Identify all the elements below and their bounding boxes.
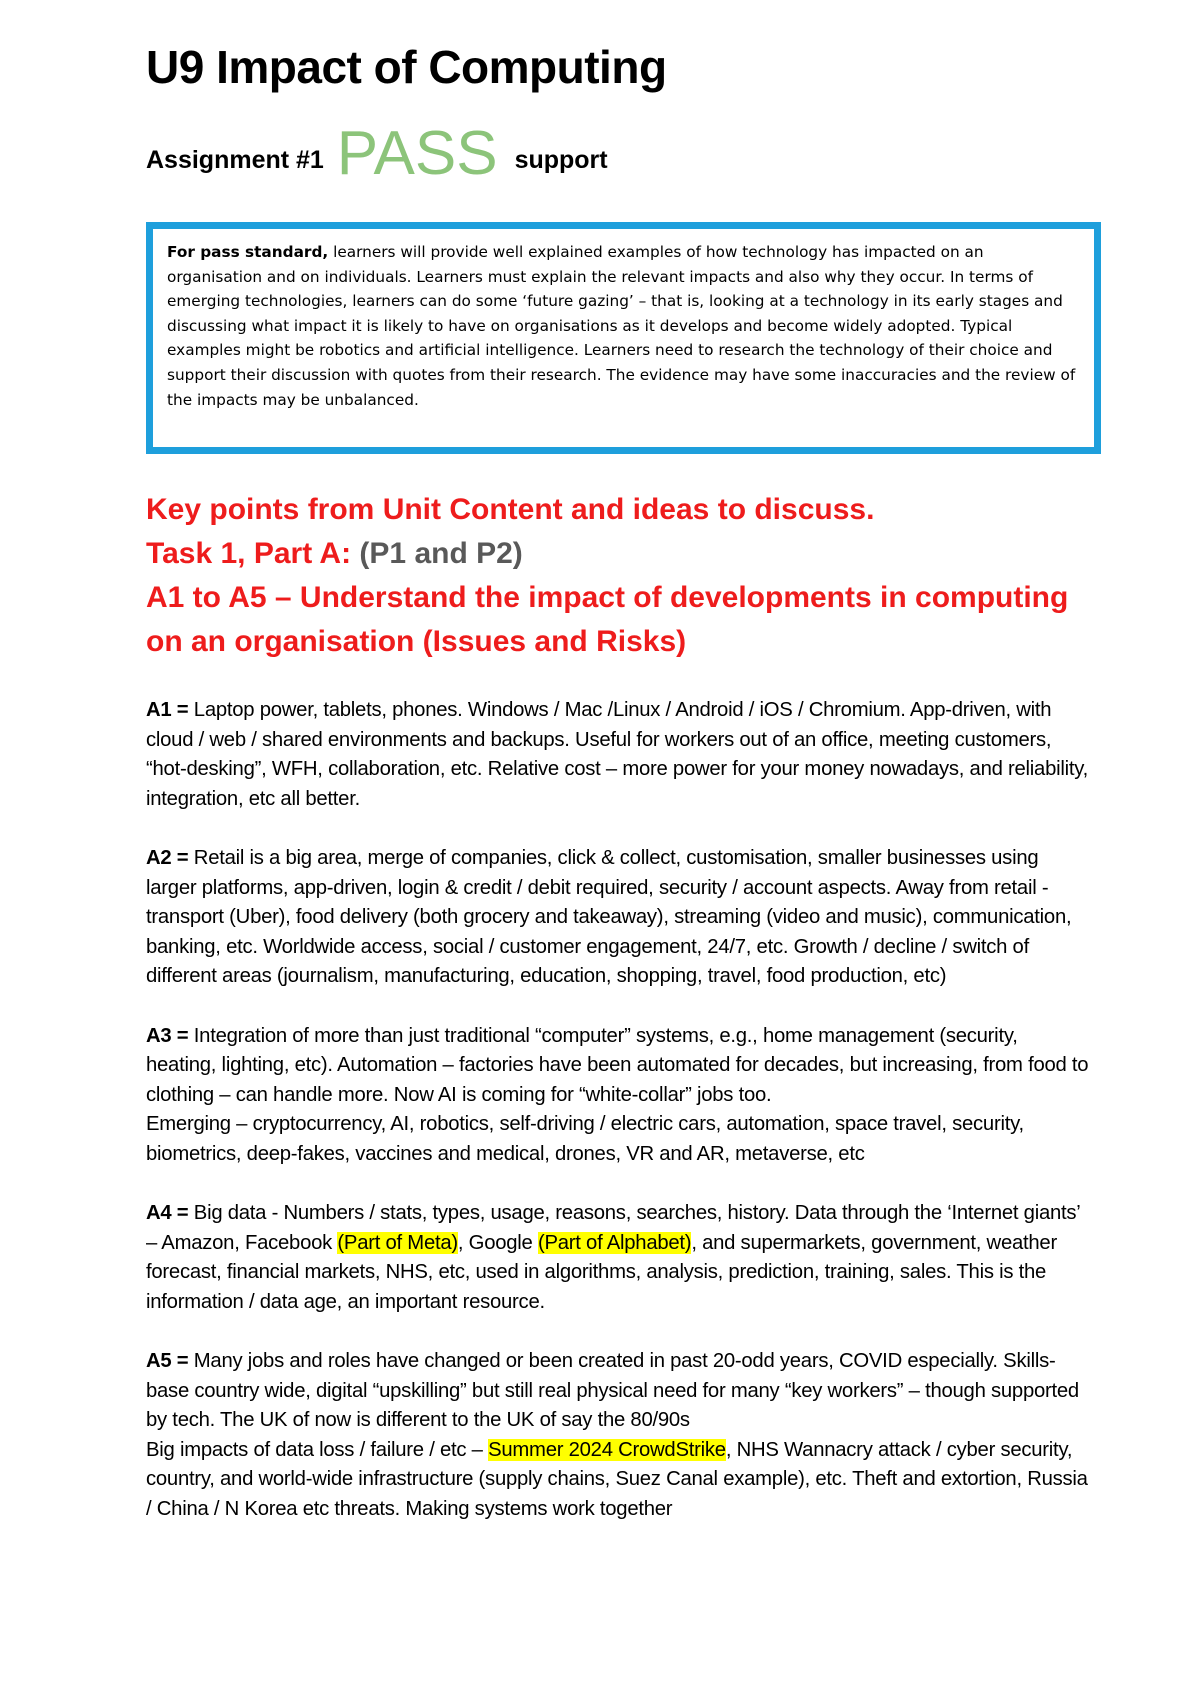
pass-criteria-text: learners will provide well explained examples of how technology has impacted on an organisation and on individuals. Learners must explain the relevant impacts and also why they occur. In terms of emerging technologies, learners can do some ‘future gazing’ – that is, looking at a technology in its early stages and discussing what impact it is likely to have on organisations as it develops and become widely adopted. Typical examples might be robotics and artificial intelligence. Learners need to research the technology of their choice and support their discussion with quotes from their research. The evidence may have some inaccuracies and the review of the impacts may be unbalanced. bbox=[167, 243, 1076, 409]
task-criteria: (P1 and P2) bbox=[359, 537, 523, 570]
paragraph-a1 bbox=[146, 696, 1091, 814]
a4-text-2: , Google bbox=[457, 1231, 538, 1254]
task-label: Task 1, Part A: bbox=[146, 537, 352, 570]
paragraph-a3 bbox=[146, 1022, 1091, 1170]
heading-line-1: Key points from Unit Content and ideas to discuss. bbox=[146, 493, 875, 526]
a1-label: A1 = bbox=[146, 699, 189, 721]
assignment-suffix: support bbox=[514, 146, 608, 174]
a4-highlight-meta: (Part of Meta) bbox=[337, 1231, 458, 1254]
a5-impacts-rest: , NHS Wannacry attack / cyber security, country, and world-wide infrastructure (supply chains, Suez Canal example), etc. Theft and extortion, Russia / China / N Korea etc threats. Making systems work together bbox=[146, 1438, 1088, 1521]
a4-text-1: Big data - Numbers / stats, types, usage, reasons, searches, history. Data through the ‘Internet giants’ – Amazon, Facebook bbox=[146, 1202, 1080, 1254]
assignment-prefix: Assignment #1 bbox=[146, 146, 324, 174]
paragraph-a4 bbox=[146, 1199, 1091, 1317]
a5-impacts-prefix: Big impacts of data loss / failure / etc – bbox=[146, 1438, 489, 1461]
a5-highlight-crowdstrike: Summer 2024 CrowdStrike bbox=[488, 1438, 726, 1461]
heading-line-2 bbox=[146, 532, 1086, 576]
section-heading bbox=[146, 488, 1086, 664]
a4-highlight-alphabet: (Part of Alphabet) bbox=[537, 1231, 692, 1254]
assignment-grade: PASS bbox=[336, 119, 498, 188]
a5-label: A5 = bbox=[146, 1350, 189, 1373]
a4-text-3: , and supermarkets, government, weather forecast, financial markets, NHS, etc, used in algorithms, analysis, prediction, training, sales. This is the information / data age, an important resource. bbox=[146, 1231, 1057, 1313]
heading-line-3: A1 to A5 – Understand the impact of developments in computing on an organisation (Issues and Risks) bbox=[146, 581, 1069, 658]
pass-criteria-box bbox=[146, 222, 1101, 454]
a3-emerging: Emerging – cryptocurrency, AI, robotics, self-driving / electric cars, automation, space travel, security, biometrics, deep-fakes, vaccines and medical, drones, VR and AR, metaverse, etc bbox=[146, 1113, 1024, 1165]
a3-label: A3 = bbox=[146, 1024, 189, 1047]
paragraph-a2 bbox=[146, 844, 1091, 992]
a3-text: Integration of more than just traditional “computer” systems, e.g., home management (security, heating, lighting, etc). Automation – factories have been automated for decades, but increasing, from food to clothing – can handle more. Now AI is coming for “white-collar” jobs too. bbox=[146, 1024, 1089, 1106]
a2-label: A2 = bbox=[146, 846, 189, 869]
a2-text: Retail is a big area, merge of companies, click & collect, customisation, smaller businesses using larger platforms, app-driven, login & credit / debit required, security / account aspects. Away from retail - transport (Uber), food delivery (both grocery and takeaway), streaming (video and music), communication, banking, etc. Worldwide access, social / customer engagement, 24/7, etc. Growth / decline / switch of different areas (journalism, manufacturing, education, shopping, travel, food production, etc) bbox=[146, 846, 1072, 988]
assignment-line bbox=[146, 112, 608, 188]
pass-criteria-lead: For pass standard, bbox=[167, 243, 329, 261]
a5-text: Many jobs and roles have changed or been created in past 20-odd years, COVID especially. Skills-base country wide, digital “upskilling” but still real physical need for many “key workers” – though supported by tech. The UK of now is different to the UK of say the 80/90s bbox=[146, 1350, 1079, 1432]
a1-text: Laptop power, tablets, phones. Windows / Mac /Linux / Android / iOS / Chromium. App-driven, with cloud / web / shared environments and backups. Useful for workers out of an office, meeting customers, “hot-desking”, WFH, collaboration, etc. Relative cost – more power for your money nowadays, and reliability, integration, etc all better. bbox=[146, 699, 1089, 810]
document-title: U9 Impact of Computing bbox=[146, 41, 667, 93]
paragraph-a5 bbox=[146, 1347, 1091, 1525]
a4-label: A4 = bbox=[146, 1202, 189, 1225]
document-body bbox=[146, 696, 1091, 1554]
